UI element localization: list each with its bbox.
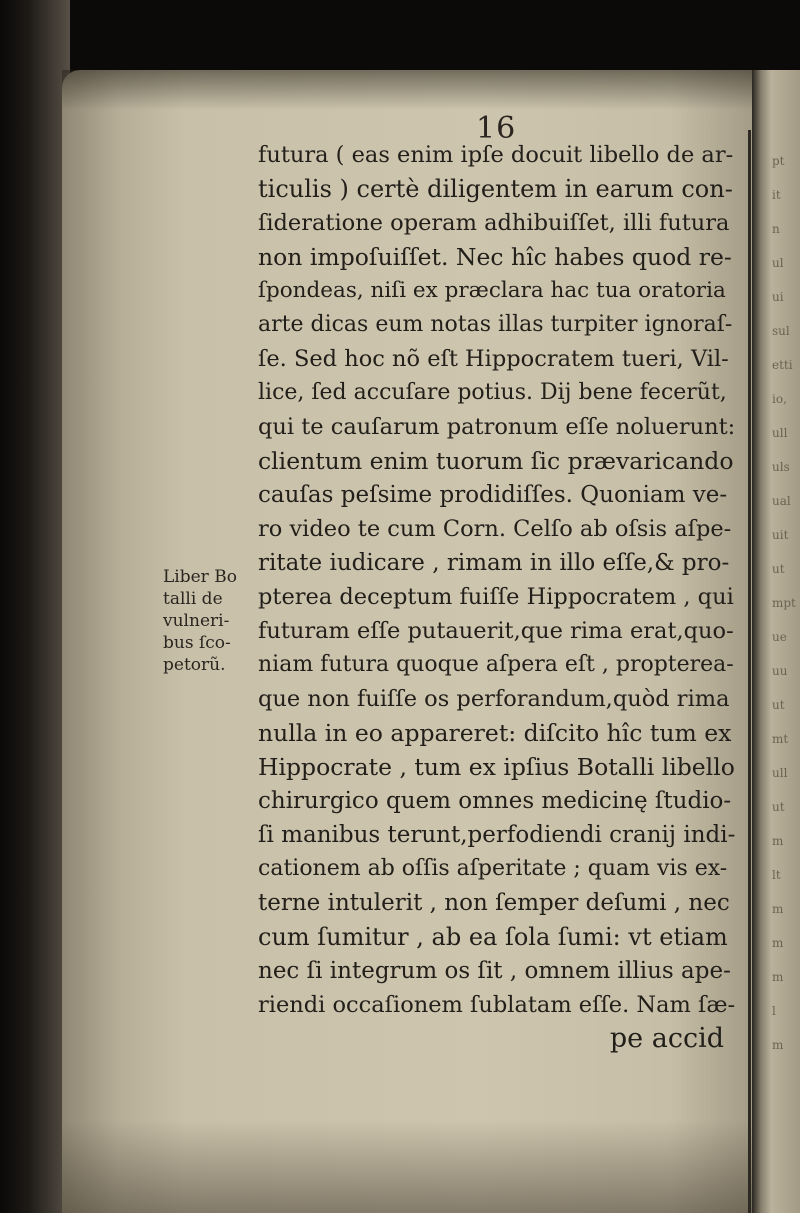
text-line: ſi manibus terunt,perfodiendi cranij indi- — [258, 822, 736, 848]
text-line: non impoſuiſſet. Nec hîc habes quod re- — [258, 243, 732, 271]
facing-page-fragment: uu — [772, 664, 788, 678]
text-line: ſpondeas, niſi ex præclara hac tua oratoria — [258, 278, 726, 303]
text-line: pterea deceptum fuiſſe Hippocratem , qui — [258, 584, 734, 610]
facing-page-fragment: uls — [772, 460, 790, 474]
text-line: chirurgico quem omnes medicinę ſtudio- — [258, 788, 732, 814]
facing-page-fragment: lt — [772, 868, 781, 882]
facing-page-fragment: ut — [772, 562, 785, 576]
page-number: 16 — [476, 111, 517, 146]
text-line: cationem ab oſſis aſperitate ; quam vis ex- — [258, 856, 728, 881]
text-line: riendi occaſionem ſublatam eſſe. Nam ſæ- — [258, 992, 736, 1018]
text-line: cum ſumitur , ab ea ſola ſumi: vt etiam — [258, 923, 728, 951]
text-line: Hippocrate , tum ex ipſius Botalli libello — [258, 753, 735, 781]
margin-note-line: Liber Bo — [163, 567, 237, 587]
margin-note — [163, 566, 259, 676]
facing-page-fragment: m — [772, 834, 784, 848]
margin-note-line: vulneri- — [163, 611, 230, 631]
facing-page-fragment: ual — [772, 494, 791, 508]
text-line: futura ( eas enim ipſe docuit libello de ar- — [258, 142, 734, 168]
facing-page-fragment: ut — [772, 698, 785, 712]
page-fold-line — [748, 130, 751, 1213]
facing-page-fragment: sul — [772, 324, 790, 338]
text-line: clientum enim tuorum ſic prævaricando — [258, 447, 734, 475]
facing-page-fragment: it — [772, 188, 781, 202]
facing-page-fragment: l — [772, 1004, 776, 1018]
text-line: nec ſi integrum os ſit , omnem illius ape- — [258, 958, 731, 984]
facing-page-fragment: etti — [772, 358, 793, 372]
margin-note-line: petorũ. — [163, 655, 226, 675]
text-line: ritate iudicare , rimam in illo eſſe,& pro- — [258, 550, 730, 576]
facing-page-fragment: m — [772, 1038, 784, 1052]
text-line: ro video te cum Corn. Celſo ab oſsis aſpe- — [258, 516, 732, 542]
text-line: nulla in eo appareret: diſcito hîc tum ex — [258, 719, 732, 747]
facing-page-fragment: uit — [772, 528, 789, 542]
facing-page-fragment: m — [772, 902, 784, 916]
facing-page-fragment: pt — [772, 154, 785, 168]
facing-page-fragment: mt — [772, 732, 789, 746]
page-bottom-shadow — [62, 1120, 752, 1213]
facing-page-fragment: io, — [772, 392, 787, 406]
text-line: qui te cauſarum patronum eſſe noluerunt: — [258, 414, 736, 440]
facing-page-fragment: ut — [772, 800, 785, 814]
page-top-shadow — [62, 70, 752, 110]
text-line: arte dicas eum notas illas turpiter ignoraſ- — [258, 312, 733, 337]
text-line: lice, ſed accuſare potius. Dij bene fecerũt, — [258, 380, 727, 405]
margin-note-line: bus ſco- — [163, 633, 231, 653]
text-line: ſideratione operam adhibuiſſet, illi futura — [258, 210, 730, 236]
book-binding-gutter — [0, 0, 70, 1213]
margin-note-line: talli de — [163, 589, 223, 609]
text-line: ticulis ) certè diligentem in earum con- — [258, 175, 733, 203]
text-line: cauſas peſsime prodidiſſes. Quoniam ve- — [258, 482, 728, 508]
body-text — [258, 138, 736, 1056]
facing-page-fragment: n — [772, 222, 780, 236]
text-line: terne intulerit , non ſemper deſumi , nec — [258, 890, 730, 916]
facing-page-fragment: m — [772, 970, 784, 984]
text-line: ſe. Sed hoc nõ eſt Hippocratem tueri, Vil- — [258, 346, 729, 372]
facing-page-fragment: ui — [772, 290, 784, 304]
facing-page-fragment: ull — [772, 426, 788, 440]
text-line: niam futura quoque aſpera eſt , propterea- — [258, 652, 734, 677]
facing-page-fragment: ue — [772, 630, 787, 644]
text-line: pe accid — [609, 1023, 724, 1054]
facing-page-fragment: m — [772, 936, 784, 950]
facing-page-fragment: ull — [772, 766, 788, 780]
text-line: que non fuiſſe os perforandum,quòd rima — [258, 686, 730, 712]
facing-page-fragment: mpt — [772, 596, 796, 610]
text-line: futuram eſſe putauerit,que rima erat,quo- — [258, 618, 734, 644]
facing-page-fragment: ul — [772, 256, 784, 270]
